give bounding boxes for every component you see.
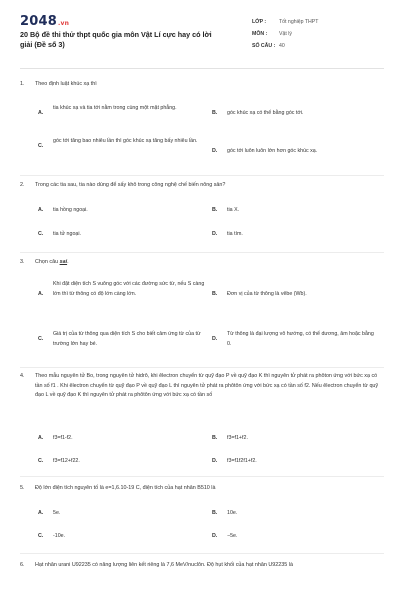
meta-value: Vật lý bbox=[279, 31, 292, 37]
option-a[interactable] bbox=[38, 104, 203, 124]
option-letter: B. bbox=[212, 207, 218, 213]
option-letter: D. bbox=[212, 458, 218, 464]
option-text: 5e. bbox=[53, 510, 61, 516]
question-3 bbox=[20, 258, 384, 363]
option-letter: D. bbox=[212, 533, 218, 539]
question-divider bbox=[20, 476, 384, 477]
option-letter: C. bbox=[38, 143, 44, 149]
question-divider bbox=[20, 175, 384, 176]
option-a[interactable] bbox=[38, 434, 203, 444]
option-text: tia khúc xạ và tia tới nằm trong cùng một mặt phẳng. bbox=[53, 105, 177, 111]
option-text: f3=f1f2f1+f2. bbox=[227, 458, 257, 464]
option-c[interactable] bbox=[38, 457, 203, 467]
option-a[interactable] bbox=[38, 280, 208, 310]
option-text: góc khúc xạ có thể bằng góc tới. bbox=[227, 110, 304, 116]
option-letter: B. bbox=[212, 435, 218, 441]
question-2 bbox=[20, 181, 384, 241]
header-divider bbox=[20, 68, 384, 69]
option-c[interactable] bbox=[38, 137, 203, 157]
question-divider bbox=[20, 553, 384, 554]
option-letter: C. bbox=[38, 336, 44, 342]
prompt-emphasis: sai bbox=[59, 259, 68, 265]
option-text: f3=f1+f2. bbox=[227, 435, 248, 441]
question-number: 5. bbox=[20, 485, 25, 491]
question-4 bbox=[20, 372, 384, 472]
option-letter: D. bbox=[212, 336, 218, 342]
prompt-suffix: . bbox=[67, 259, 69, 265]
option-text: Đơn vị của từ thông là vêbe (Wb). bbox=[227, 291, 307, 297]
option-b[interactable] bbox=[212, 290, 384, 300]
question-text bbox=[20, 258, 384, 268]
meta-row-question-count bbox=[252, 40, 384, 52]
option-d[interactable] bbox=[212, 532, 384, 542]
question-text bbox=[20, 372, 384, 401]
question-6 bbox=[20, 561, 384, 593]
option-letter: B. bbox=[212, 110, 218, 116]
option-text: f3=f1-f2. bbox=[53, 435, 73, 441]
option-text: tia X. bbox=[227, 207, 240, 213]
prompt-prefix: Chọn câu bbox=[35, 259, 60, 265]
option-text: tia tím. bbox=[227, 231, 243, 237]
question-number: 3. bbox=[20, 259, 25, 265]
question-number: 6. bbox=[20, 562, 25, 568]
question-text bbox=[20, 181, 384, 191]
exam-title: 20 Bộ đề thi thử thpt quốc gia môn Vật Lí cực hay có lời giải (Đề số 3) bbox=[20, 30, 212, 49]
option-d[interactable] bbox=[212, 147, 384, 157]
question-1 bbox=[20, 80, 384, 170]
option-letter: C. bbox=[38, 458, 44, 464]
option-letter: A. bbox=[38, 207, 44, 213]
meta-row-subject bbox=[252, 28, 384, 40]
option-d[interactable] bbox=[212, 330, 384, 350]
option-letter: A. bbox=[38, 291, 44, 297]
option-text: góc tới tăng bao nhiêu lần thì góc khúc xạ tăng bấy nhiêu lần. bbox=[53, 138, 198, 144]
option-b[interactable] bbox=[212, 109, 384, 119]
option-letter: C. bbox=[38, 231, 44, 237]
option-text: -10e. bbox=[53, 533, 66, 539]
option-letter: D. bbox=[212, 148, 218, 154]
question-number: 2. bbox=[20, 182, 25, 188]
option-text: Giá trị của từ thông qua diện tích S cho biết cảm ứng từ của từ trường lớn hay bé. bbox=[53, 331, 201, 347]
option-d[interactable] bbox=[212, 230, 384, 240]
meta-value: Tốt nghiệp THPT bbox=[279, 19, 319, 25]
option-text: Khi đặt diện tích S vuông góc với các đường sức từ, nếu S càng lớn thì từ thông có độ lớn càng lớn. bbox=[53, 281, 205, 297]
exam-header bbox=[0, 0, 400, 64]
option-a[interactable] bbox=[38, 509, 203, 519]
option-letter: D. bbox=[212, 231, 218, 237]
question-text bbox=[20, 80, 384, 90]
option-text: Từ thông là đại lượng vô hướng, có thể dương, âm hoặc bằng 0. bbox=[227, 331, 374, 347]
logo-text: 2048 bbox=[20, 14, 57, 29]
exam-meta bbox=[252, 16, 384, 52]
option-text: góc tới luôn luôn lớn hơn góc khúc xạ. bbox=[227, 148, 318, 154]
option-letter: B. bbox=[212, 510, 218, 516]
question-5 bbox=[20, 484, 384, 546]
question-prompt bbox=[35, 259, 69, 265]
meta-value: 40 bbox=[279, 43, 285, 49]
question-number: 4. bbox=[20, 373, 25, 379]
question-divider bbox=[20, 367, 384, 368]
option-c[interactable] bbox=[38, 230, 203, 240]
option-c[interactable] bbox=[38, 330, 208, 350]
question-prompt: Hạt nhân urani U92235 có năng lượng liên kết riêng là 7,6 MeV/nuclôn. Độ hụt khối của hạt nhân U92235 là bbox=[35, 562, 293, 568]
meta-key: SỐ CÂU : bbox=[252, 43, 276, 49]
question-prompt: Độ lớn điện tích nguyên tố là e=1,6.10-19 C, điện tích của hạt nhân B510 là bbox=[35, 485, 216, 491]
meta-row-class bbox=[252, 16, 384, 28]
question-text bbox=[20, 561, 384, 571]
option-c[interactable] bbox=[38, 532, 203, 542]
option-letter: A. bbox=[38, 510, 44, 516]
option-text: 10e. bbox=[227, 510, 238, 516]
option-b[interactable] bbox=[212, 509, 384, 519]
question-number: 1. bbox=[20, 81, 25, 87]
option-letter: A. bbox=[38, 435, 44, 441]
option-text: −5e. bbox=[227, 533, 238, 539]
question-prompt: Theo định luật khúc xạ thì bbox=[35, 81, 97, 87]
meta-key: LỚP : bbox=[252, 19, 267, 25]
option-letter: A. bbox=[38, 110, 44, 116]
option-letter: C. bbox=[38, 533, 44, 539]
question-prompt: Theo mẫu nguyên tử Bo, trong nguyên tử hidrô, khi êlectron chuyển từ quỹ đạo P về quỹ đạo K thì nguyên tử phát ra phôton ứng với bức xạ có tần số f1 . Khi êlectron chuyển từ quỹ đạo P về quỹ đạo L thì nguyên tử phát ra phôtôn ứng với bức xạ có tần số f2. Nếu êlectron chuyển từ quỹ đạo L về quỹ đạo K thì nguyên tử phát ra phôtôn ứng với bức xạ có tần số bbox=[35, 373, 379, 398]
question-divider bbox=[20, 252, 384, 253]
site-logo[interactable] bbox=[20, 14, 69, 29]
meta-key: MÔN : bbox=[252, 31, 268, 37]
option-text: tia hồng ngoại. bbox=[53, 207, 88, 213]
question-prompt: Trong các tia sau, tia nào dùng để sấy khô trong công nghệ chế biến nông sản? bbox=[35, 182, 226, 188]
option-letter: B. bbox=[212, 291, 218, 297]
logo-suffix: .vn bbox=[57, 20, 70, 27]
option-d[interactable] bbox=[212, 457, 384, 467]
option-text: tia tử ngoại. bbox=[53, 231, 81, 237]
question-text bbox=[20, 484, 384, 494]
option-a[interactable] bbox=[38, 206, 203, 216]
option-text: f3=f12+f22. bbox=[53, 458, 80, 464]
option-b[interactable] bbox=[212, 434, 384, 444]
option-b[interactable] bbox=[212, 206, 384, 216]
